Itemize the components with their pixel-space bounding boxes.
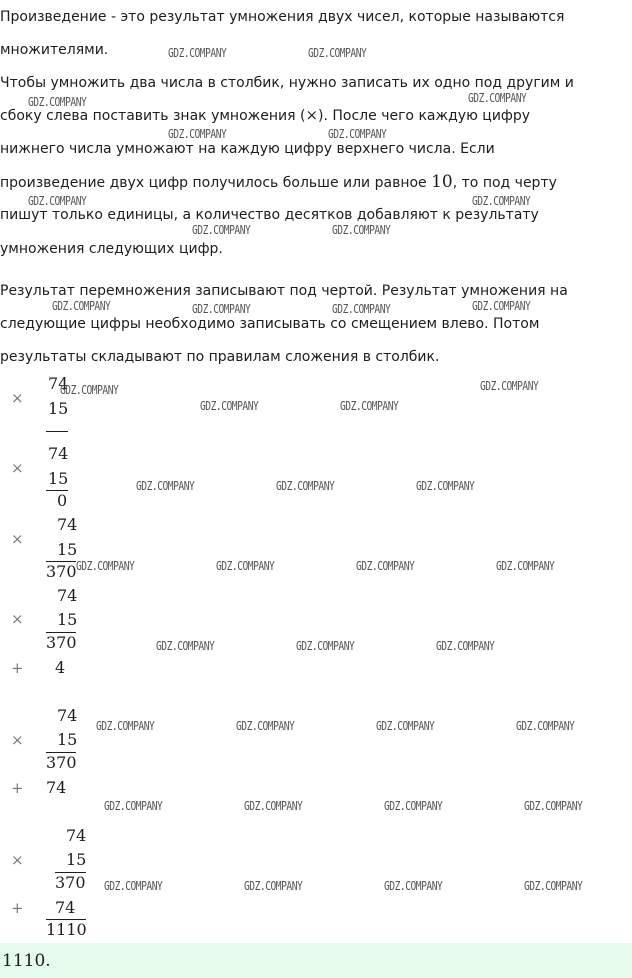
times-symbol: × <box>305 106 319 124</box>
watermark: GDZ.COMPANY <box>328 127 387 141</box>
watermark: GDZ.COMPANY <box>384 879 443 893</box>
watermark: GDZ.COMPANY <box>296 639 355 653</box>
watermark: GDZ.COMPANY <box>244 799 303 813</box>
watermark: GDZ.COMPANY <box>192 302 251 316</box>
final-sum: 1110 <box>46 920 87 939</box>
text-fragment: сбоку слева поставить знак умножения ( <box>0 108 306 124</box>
watermark: GDZ.COMPANY <box>356 559 415 573</box>
times-sign: × <box>11 459 24 477</box>
watermark: GDZ.COMPANY <box>156 639 215 653</box>
watermark: GDZ.COMPANY <box>516 719 575 733</box>
multiplicand: 74 <box>48 374 69 393</box>
watermark: GDZ.COMPANY <box>200 399 259 413</box>
watermark: GDZ.COMPANY <box>332 302 391 316</box>
multiplier: 15 <box>57 610 78 629</box>
times-sign: × <box>11 731 24 749</box>
watermark: GDZ.COMPANY <box>236 719 295 733</box>
text-line: Чтобы умножить два числа в столбик, нужно записать их одно под другим и <box>0 75 574 91</box>
watermark: GDZ.COMPANY <box>416 479 475 493</box>
watermark: GDZ.COMPANY <box>472 299 531 313</box>
watermark: GDZ.COMPANY <box>96 719 155 733</box>
multiplicand: 74 <box>57 586 78 605</box>
multiplier: 15 <box>57 540 78 559</box>
text-fragment: произведение двух цифр получилось больше или равное <box>0 175 432 191</box>
plus-sign: + <box>11 659 24 677</box>
text-fragment: , то под черту <box>452 175 557 191</box>
watermark: GDZ.COMPANY <box>28 194 87 208</box>
text-line: следующие цифры необходимо записывать со смещением влево. Потом <box>0 316 540 332</box>
answer-value: 1110. <box>2 951 51 971</box>
plus-sign: + <box>11 779 24 797</box>
multiplicand: 74 <box>66 826 87 845</box>
watermark: GDZ.COMPANY <box>384 799 443 813</box>
watermark: GDZ.COMPANY <box>308 46 367 60</box>
watermark: GDZ.COMPANY <box>104 879 163 893</box>
watermark: GDZ.COMPANY <box>276 479 335 493</box>
watermark: GDZ.COMPANY <box>192 223 251 237</box>
watermark: GDZ.COMPANY <box>480 379 539 393</box>
times-sign: × <box>11 389 24 407</box>
watermark: GDZ.COMPANY <box>332 223 391 237</box>
watermark: GDZ.COMPANY <box>60 383 119 397</box>
text-line: пишут только единицы, а количество десятков добавляют к результату <box>0 207 539 223</box>
times-sign: × <box>11 530 24 548</box>
multiplicand: 74 <box>57 515 78 534</box>
added-partial: 4 <box>55 658 66 677</box>
watermark: GDZ.COMPANY <box>104 799 163 813</box>
multiplier: 15 <box>57 730 78 749</box>
text-fragment: ). После чего каждую цифру <box>318 108 531 124</box>
multiplicand: 74 <box>57 706 78 725</box>
multiplicand: 74 <box>48 444 69 463</box>
watermark: GDZ.COMPANY <box>216 559 275 573</box>
multiplier: 15 <box>48 469 69 488</box>
watermark: GDZ.COMPANY <box>524 799 583 813</box>
times-sign: × <box>11 610 24 628</box>
watermark: GDZ.COMPANY <box>468 91 527 105</box>
watermark: GDZ.COMPANY <box>376 719 435 733</box>
watermark: GDZ.COMPANY <box>496 559 555 573</box>
text-line: Произведение - это результат умножения двух чисел, которые называются <box>0 9 565 25</box>
partial-result: 370 <box>46 633 77 652</box>
watermark: GDZ.COMPANY <box>244 879 303 893</box>
watermark: GDZ.COMPANY <box>76 559 135 573</box>
text-line: результаты складывают по правилам сложения в столбик. <box>0 349 440 365</box>
watermark: GDZ.COMPANY <box>52 299 111 313</box>
watermark: GDZ.COMPANY <box>168 46 227 60</box>
times-sign: × <box>11 851 24 869</box>
watermark: GDZ.COMPANY <box>340 399 399 413</box>
added-partial: 74 <box>55 898 76 917</box>
watermark: GDZ.COMPANY <box>524 879 583 893</box>
text-line: Результат перемножения записывают под чертой. Результат умножения на <box>0 283 568 299</box>
watermark: GDZ.COMPANY <box>472 194 531 208</box>
underline-rule <box>46 431 68 432</box>
partial-result: 0 <box>57 491 68 510</box>
answer-box <box>0 943 632 978</box>
multiplier: 15 <box>48 399 69 418</box>
watermark: GDZ.COMPANY <box>28 95 87 109</box>
text-line <box>0 173 557 192</box>
watermark: GDZ.COMPANY <box>168 127 227 141</box>
partial-result: 370 <box>46 562 77 581</box>
math-number: 10 <box>431 172 453 192</box>
added-partial: 74 <box>46 778 67 797</box>
partial-result: 370 <box>55 873 86 892</box>
partial-result: 370 <box>46 753 77 772</box>
text-line: множителями. <box>0 42 109 58</box>
text-line: нижнего числа умножают на каждую цифру верхнего числа. Если <box>0 141 495 157</box>
plus-sign: + <box>11 899 24 917</box>
watermark: GDZ.COMPANY <box>436 639 495 653</box>
text-line: умножения следующих цифр. <box>0 241 223 257</box>
watermark: GDZ.COMPANY <box>136 479 195 493</box>
multiplier: 15 <box>66 850 87 869</box>
